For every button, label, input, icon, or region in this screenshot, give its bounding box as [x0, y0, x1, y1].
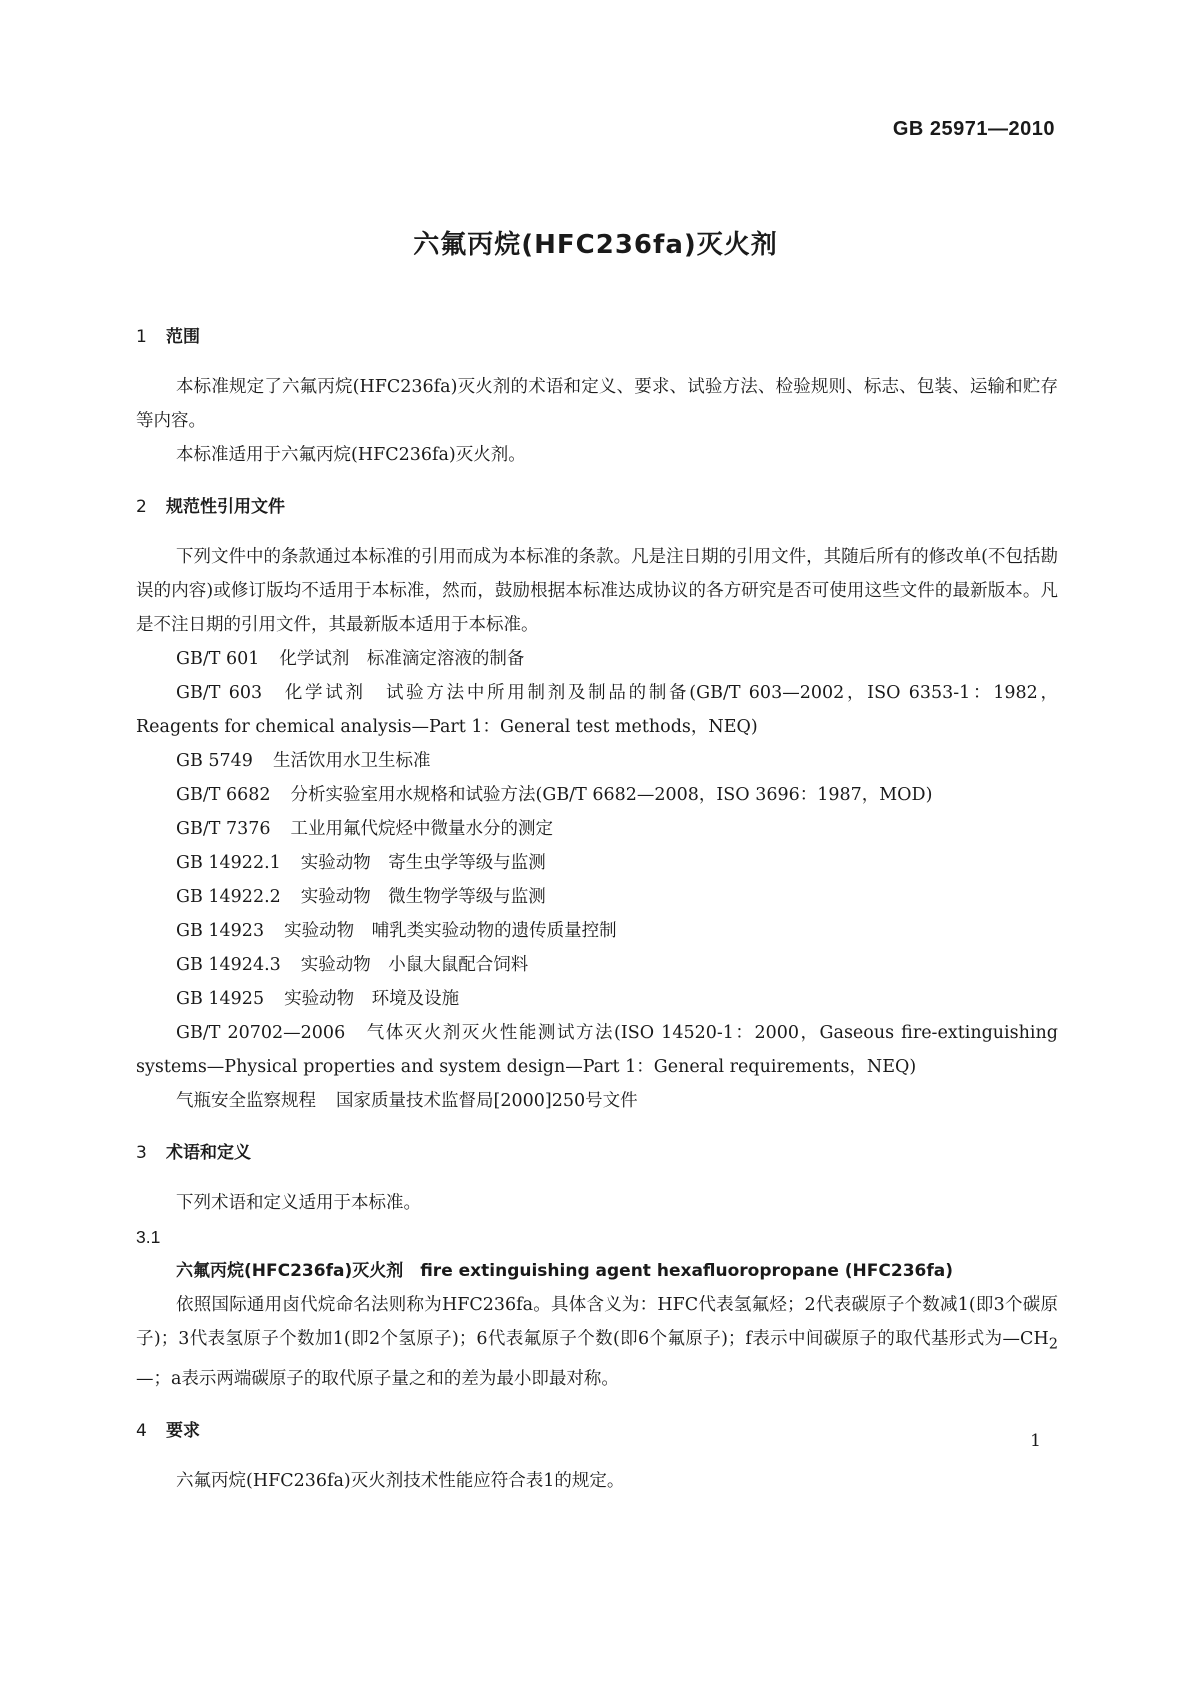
reference-title: 实验动物 环境及设施 — [284, 989, 460, 1009]
paragraph: 本标准适用于六氟丙烷(HFC236fa)灭火剂。 — [176, 445, 526, 465]
definition-text: —；a表示两端碳原子的取代原子量之和的差为最小即最对称。 — [136, 1368, 619, 1389]
document-title: 六氟丙烷(HFC236fa)灭火剂 — [413, 230, 778, 260]
reference-item — [136, 642, 1058, 676]
paragraph: 六氟丙烷(HFC236fa)灭火剂技术性能应符合表1的规定。 — [176, 1470, 625, 1491]
reference-title: 化学试剂 试验方法中所用制剂及制品的制备(GB/T 603—2002，ISO 6353-1：1982，Reagents for chemical analysis—Part 1：General test methods，NEQ) — [136, 683, 1059, 737]
reference-code: GB 5749 — [176, 751, 253, 771]
section-title: 术语和定义 — [166, 1143, 251, 1163]
reference-code: GB 14923 — [176, 921, 265, 941]
reference-title: 实验动物 小鼠大鼠配合饲料 — [300, 955, 529, 975]
reference-code: GB 14924.3 — [176, 955, 281, 975]
section-3-heading — [136, 1136, 1058, 1170]
section-2-heading — [136, 490, 1058, 524]
section-number: 2 — [136, 497, 147, 517]
reference-title: 化学试剂 标准滴定溶液的制备 — [279, 649, 525, 669]
reference-code: GB/T 7376 — [176, 819, 271, 839]
paragraph: 下列术语和定义适用于本标准。 — [176, 1193, 421, 1213]
reference-title: 气体灭火剂灭火性能测试方法(ISO 14520-1：2000，Gaseous fire-extinguishing systems—Physical properties and system design—Part 1：General requirements，NEQ) — [136, 1023, 1058, 1077]
subscript: 2 — [1048, 1335, 1058, 1353]
section-number: 4 — [136, 1420, 147, 1441]
reference-item — [136, 982, 1058, 1016]
term-number: 3.1 — [136, 1227, 161, 1247]
reference-code: GB 14922.1 — [176, 853, 281, 873]
definition-text: 依照国际通用卤代烷命名法则称为HFC236fa。具体含义为：HFC代表氢氟烃；2代表碳原子个数减1(即3个碳原子)；3代表氢原子个数加1(即2个氢原子)；6代表氟原子个数(即6个氟原子)；f表示中间碳原子的取代基形式为—CH — [136, 1295, 1058, 1349]
reference-title: 生活饮用水卫生标准 — [272, 751, 431, 771]
reference-item — [136, 778, 1058, 812]
term-entry: 六氟丙烷(HFC236fa)灭火剂 fire extinguishing agent hexafluoropropane (HFC236fa) — [176, 1261, 953, 1281]
reference-title: 实验动物 寄生虫学等级与监测 — [300, 853, 546, 873]
reference-title: 分析实验室用水规格和试验方法(GB/T 6682—2008，ISO 3696：1987，MOD) — [290, 785, 933, 805]
reference-item — [136, 880, 1058, 914]
term-definition — [136, 1288, 1058, 1396]
reference-item — [136, 846, 1058, 880]
reference-item — [136, 1084, 1058, 1118]
reference-item — [136, 1016, 1058, 1084]
reference-code: GB/T 603 — [176, 683, 263, 703]
reference-title: 工业用氟代烷烃中微量水分的测定 — [290, 819, 554, 839]
reference-item — [136, 948, 1058, 982]
reference-code: GB/T 6682 — [176, 785, 271, 805]
standard-number: GB 25971—2010 — [892, 118, 1055, 140]
section-title: 规范性引用文件 — [166, 497, 285, 517]
reference-code: 气瓶安全监察规程 — [176, 1091, 316, 1111]
document-body — [136, 320, 1058, 1498]
section-title: 范围 — [166, 327, 200, 347]
reference-code: GB 14922.2 — [176, 887, 281, 907]
reference-title: 实验动物 哺乳类实验动物的遗传质量控制 — [284, 921, 617, 941]
page-number: 1 — [1030, 1431, 1041, 1451]
reference-code: GB 14925 — [176, 989, 265, 1009]
section-4-heading — [136, 1414, 1058, 1448]
reference-item — [136, 914, 1058, 948]
reference-title: 实验动物 微生物学等级与监测 — [300, 887, 546, 907]
paragraph: 本标准规定了六氟丙烷(HFC236fa)灭火剂的术语和定义、要求、试验方法、检验规则、标志、包装、运输和贮存等内容。 — [136, 377, 1058, 431]
section-title: 要求 — [166, 1420, 200, 1441]
section-1-heading — [136, 320, 1058, 354]
reference-item — [136, 812, 1058, 846]
reference-code: GB/T 601 — [176, 649, 260, 669]
section-number: 1 — [136, 327, 147, 347]
paragraph: 下列文件中的条款通过本标准的引用而成为本标准的条款。凡是注日期的引用文件，其随后所有的修改单(不包括勘误的内容)或修订版均不适用于本标准，然而，鼓励根据本标准达成协议的各方研究是否可使用这些文件的最新版本。凡是不注日期的引用文件，其最新版本适用于本标准。 — [136, 547, 1058, 635]
reference-title: 国家质量技术监督局[2000]250号文件 — [336, 1091, 638, 1111]
reference-code: GB/T 20702—2006 — [176, 1023, 346, 1043]
reference-item — [136, 744, 1058, 778]
section-number: 3 — [136, 1143, 147, 1163]
reference-item — [136, 676, 1058, 744]
